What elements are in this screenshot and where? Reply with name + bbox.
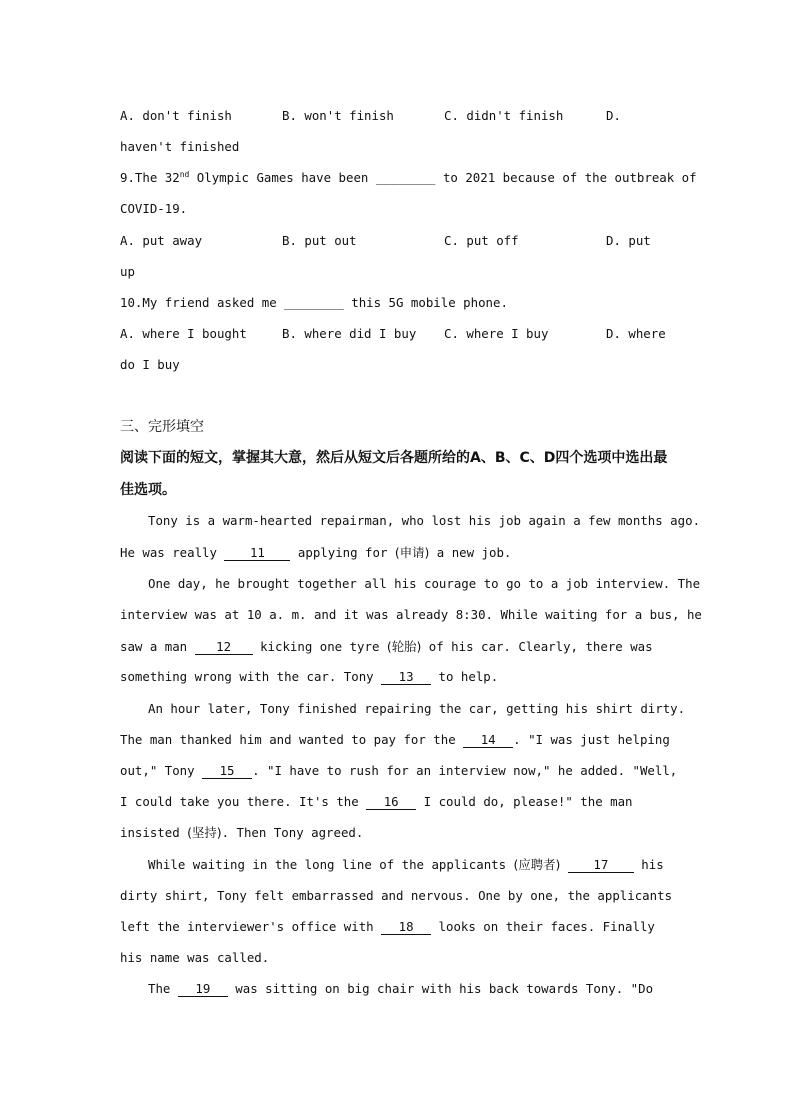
q9-number: 9.	[120, 170, 135, 185]
q9-option-c[interactable]: C. put off	[444, 233, 519, 248]
gloss-chinese: (应聘者)	[513, 857, 561, 872]
q9-question-cont: COVID-19.	[120, 201, 188, 216]
text-run: of his car. Clearly, there was	[421, 639, 653, 654]
passage-p1-line1: Tony is a warm-hearted repairman, who lost his job again a few months ago.	[148, 513, 701, 528]
text-run: . Then Tony agreed.	[221, 825, 364, 840]
blank-14[interactable]: 14	[463, 733, 513, 748]
text-run: While waiting in the long line of the applicants	[148, 857, 514, 872]
passage-p3-line5	[120, 823, 363, 841]
text-run: his	[633, 857, 664, 872]
q9-options	[120, 233, 680, 253]
text-run: saw a man	[120, 639, 195, 654]
passage-p4-line4: his name was called.	[120, 950, 270, 965]
passage-p1-line2	[120, 543, 511, 561]
q8-option-c[interactable]: C. didn't finish	[444, 108, 564, 123]
q10-option-d-wrap: do I buy	[120, 357, 180, 372]
gloss-chinese: (轮胎)	[386, 639, 422, 654]
q9-option-d-wrap: up	[120, 264, 135, 279]
text-run: . "I have to rush for an interview now," he added. "Well,	[252, 763, 678, 778]
text-run: was sitting on big chair with his back towards Tony. "Do	[227, 981, 654, 996]
section-instruction-line2: 佳选项。	[120, 482, 176, 498]
text-run: out," Tony	[120, 763, 203, 778]
q8-option-d[interactable]: D.	[606, 108, 621, 123]
q9-text-pre: The 32	[134, 170, 180, 185]
passage-p4-line2: dirty shirt, Tony felt embarrassed and nervous. One by one, the applicants	[120, 888, 673, 903]
q9-option-d[interactable]: D. put	[606, 233, 651, 248]
passage-p2-line3	[120, 637, 653, 655]
q10-option-a[interactable]: A. where I bought	[120, 326, 247, 341]
blank-15[interactable]: 15	[202, 764, 252, 779]
passage-p2-line2: interview was at 10 a. m. and it was already 8:30. While waiting for a bus, he	[120, 607, 702, 622]
text-run: a new job.	[429, 545, 512, 560]
text-run	[560, 857, 567, 872]
gloss-chinese: (坚持)	[187, 825, 222, 840]
q9-option-a[interactable]: A. put away	[120, 233, 203, 248]
blank-13[interactable]: 13	[381, 670, 431, 685]
q10-option-c[interactable]: C. where I buy	[444, 326, 549, 341]
q9-text-post: Olympic Games have been ________ to 2021 because of the outbreak of	[189, 170, 697, 185]
blank-16[interactable]: 16	[366, 795, 416, 810]
text-run: The	[148, 981, 178, 996]
q9-option-b[interactable]: B. put out	[282, 233, 357, 248]
q10-option-d[interactable]: D. where	[606, 326, 666, 341]
blank-19[interactable]: 19	[178, 982, 228, 997]
q8-option-d-wrap: haven't finished	[120, 139, 240, 154]
text-run: kicking one tyre	[252, 639, 387, 654]
text-run: I could do, please!" the man	[416, 794, 633, 809]
passage-p4-line3	[120, 919, 655, 935]
text-run: applying for	[290, 545, 395, 560]
passage-p3-line2	[120, 732, 670, 748]
q8-options	[120, 108, 680, 128]
passage-p3-line1: An hour later, Tony finished repairing the car, getting his shirt dirty.	[148, 701, 686, 716]
blank-11[interactable]: 11	[224, 546, 290, 561]
passage-p3-line3	[120, 763, 677, 779]
text-run: . "I was just helping	[513, 732, 670, 747]
q9-superscript: nd	[179, 170, 190, 179]
q8-option-b[interactable]: B. won't finish	[282, 108, 394, 123]
q8-option-a[interactable]: A. don't finish	[120, 108, 232, 123]
passage-p5-line1	[148, 981, 653, 997]
q10-option-b[interactable]: B. where did I buy	[282, 326, 417, 341]
q9-question	[120, 170, 697, 185]
blank-18[interactable]: 18	[381, 920, 431, 935]
passage-p3-line4	[120, 794, 633, 810]
blank-17[interactable]: 17	[568, 858, 634, 873]
text-run: I could take you there. It's the	[120, 794, 367, 809]
q10-options	[120, 326, 680, 346]
passage-p4-line1	[148, 855, 664, 873]
section-title: 三、完形填空	[120, 419, 204, 435]
text-run: left the interviewer's office with	[120, 919, 382, 934]
text-run: looks on their faces. Finally	[431, 919, 655, 934]
text-run: to help.	[431, 669, 499, 684]
q10-question: 10.My friend asked me ________ this 5G mobile phone.	[120, 295, 508, 310]
section-instruction-line1: 阅读下面的短文，掌握其大意，然后从短文后各题所给的A、B、C、D四个选项中选出最	[120, 450, 668, 466]
gloss-chinese: (申请)	[394, 545, 430, 560]
text-run: He was really	[120, 545, 225, 560]
text-run: something wrong with the car. Tony	[120, 669, 382, 684]
text-run: insisted	[120, 825, 188, 840]
text-run: The man thanked him and wanted to pay for the	[120, 732, 464, 747]
passage-p2-line4	[120, 669, 498, 685]
passage-p2-line1: One day, he brought together all his courage to go to a job interview. The	[148, 576, 701, 591]
blank-12[interactable]: 12	[195, 640, 253, 655]
